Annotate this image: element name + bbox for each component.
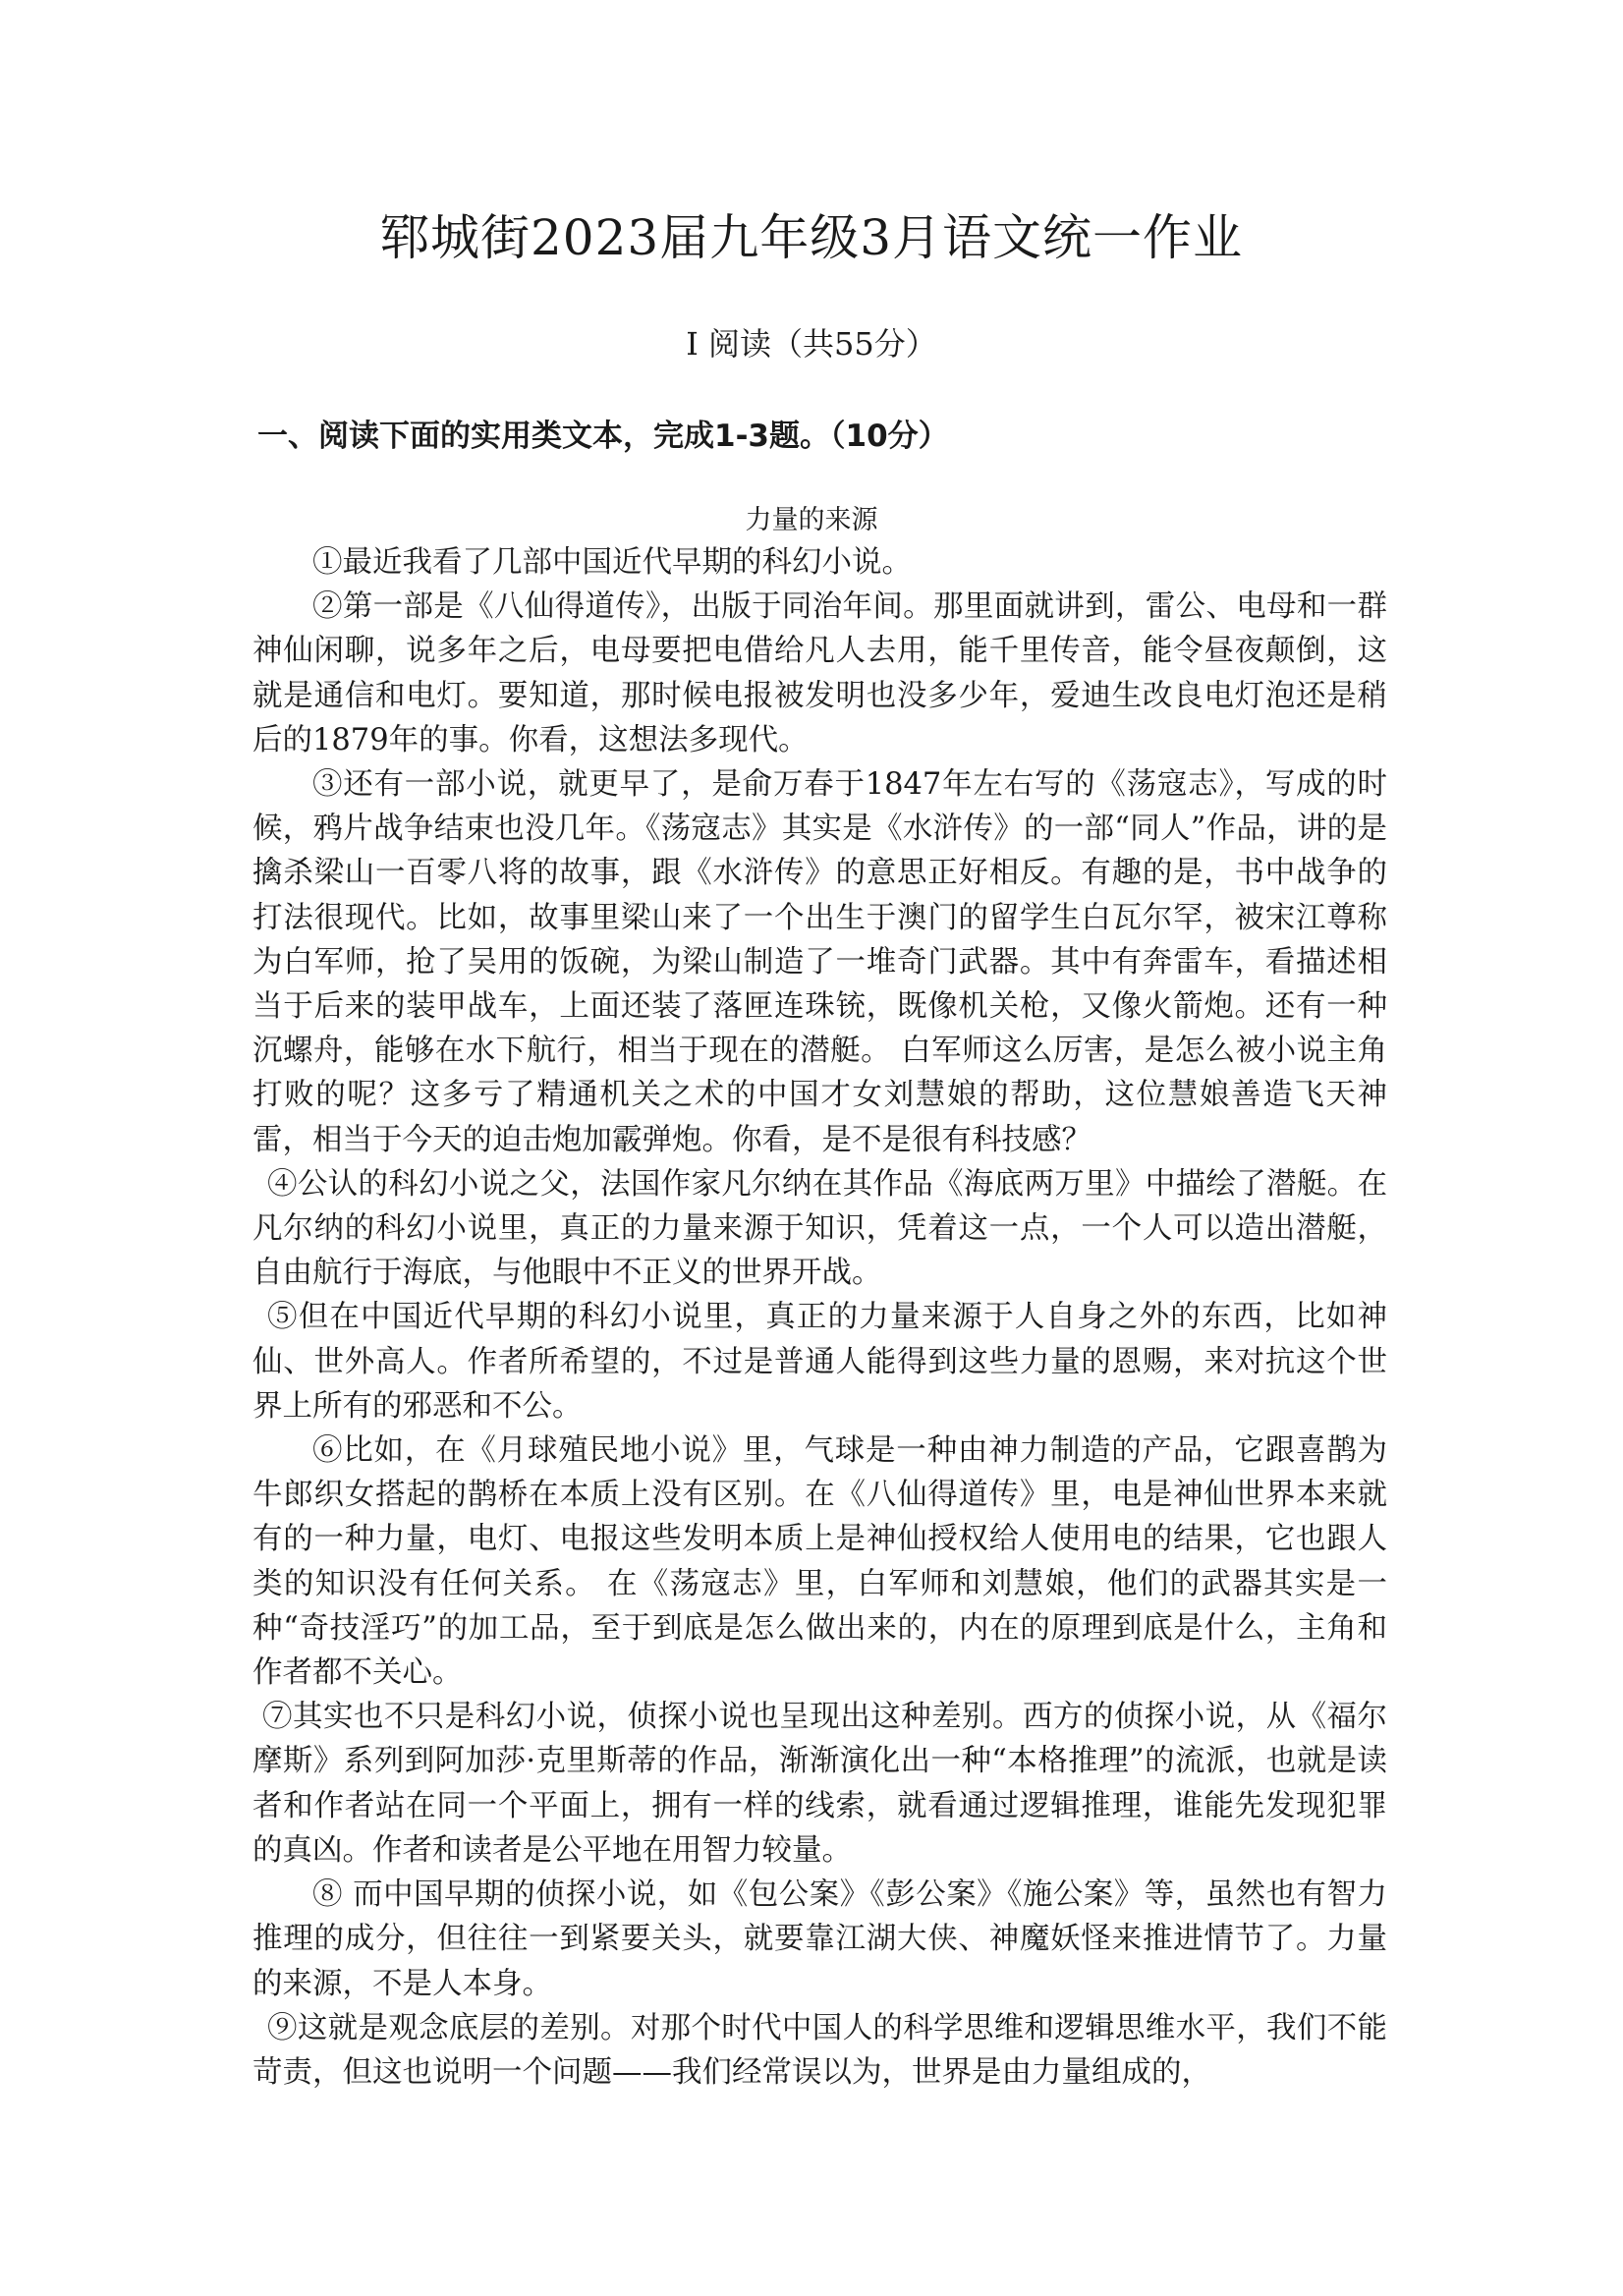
question-heading: 一、阅读下面的实用类文本，完成1-3题。（10分） (257, 419, 949, 454)
paragraph-4: ④公认的科幻小说之父，法国作家凡尔纳在其作品《海底两万里》中描绘了潜艇。在凡尔纳的科幻小说里，真正的力量来源于知识，凭着这一点，一个人可以造出潜艇，自由航行于海底，与他眼中不正义的世界开战。 (252, 1166, 1387, 1291)
exam-title: 郓城街2023届九年级3月语文统一作业 (379, 209, 1244, 266)
paragraph-3: ③还有一部小说，就更早了，是俞万春于1847年左右写的《荡寇志》，写成的时候，鸦片战争结束也没几年。《荡寇志》其实是《水浒传》的一部“同人”作品，讲的是擒杀梁山一百零八将的故事，跟《水浒传》的意思正好相反。有趣的是，书中战争的打法很现代。比如，故事里梁山来了一个出生于澳门的留学生白瓦尔罕，被宋江尊称为白军师，抢了吴用的饭碗，为梁山制造了一堆奇门武器。其中有奔雷车，看描述相当于后来的装甲战车，上面还装了落匣连珠铳，既像机关枪，又像火箭炮。还有一种沉螺舟，能够在水下航行，相当于现在的潜艇。 白军师这么厉害，是怎么被小说主角打败的呢？这多亏了精通机关之术的中国才女刘慧娘的帮助，这位慧娘善造飞天神雷，相当于今天的迫击炮加霰弹炮。你看，是不是很有科技感？ (252, 767, 1387, 1157)
paragraph-2: ②第一部是《八仙得道传》，出版于同治年间。那里面就讲到，雷公、电母和一群神仙闲聊，说多年之后，电母要把电借给凡人去用，能千里传音，能令昼夜颠倒，这就是通信和电灯。要知道，那时候电报被发明也没多少年，爱迪生改良电灯泡还是稍后的1879年的事。你看，这想法多现代。 (252, 589, 1387, 757)
article-title: 力量的来源 (745, 505, 878, 535)
section-heading: Ⅰ 阅读（共55分） (686, 325, 937, 363)
paragraph-5: ⑤但在中国近代早期的科幻小说里，真正的力量来源于人自身之外的东西，比如神仙、世外高人。作者所希望的，不过是普通人能得到这些力量的恩赐，来对抗这个世界上所有的邪恶和不公。 (252, 1300, 1387, 1424)
paragraph-9: ⑨这就是观念底层的差别。对那个时代中国人的科学思维和逻辑思维水平，我们不能苛责，但这也说明一个问题——我们经常误以为，世界是由力量组成的， (252, 2010, 1387, 2090)
paragraph-8: ⑧ 而中国早期的侦探小说，如《包公案》《彭公案》《施公案》等，虽然也有智力推理的成分，但往往一到紧要关头，就要靠江湖大侠、神魔妖怪来推进情节了。力量的来源，不是人本身。 (252, 1877, 1387, 2001)
paragraph-7: ⑦其实也不只是科幻小说，侦探小说也呈现出这种差别。西方的侦探小说，从《福尔摩斯》系列到阿加莎·克里斯蒂的作品，渐渐演化出一种“本格推理”的流派，也就是读者和作者站在同一个平面上，拥有一样的线索，就看通过逻辑推理，谁能先发现犯罪的真凶。作者和读者是公平地在用智力较量。 (252, 1700, 1387, 1868)
paragraph-6: ⑥比如，在《月球殖民地小说》里，气球是一种由神力制造的产品，它跟喜鹊为牛郎织女搭起的鹊桥在本质上没有区别。在《八仙得道传》里，电是神仙世界本来就有的一种力量，电灯、电报这些发明本质上是神仙授权给人使用电的结果，它也跟人类的知识没有任何关系。 在《荡寇志》里，白军师和刘慧娘，他们的武器其实是一种“奇技淫巧”的加工品，至于到底是怎么做出来的，内在的原理到底是什么，主角和作者都不关心。 (252, 1433, 1387, 1691)
article-body (252, 540, 1387, 2095)
paragraph-1: ①最近我看了几部中国近代早期的科幻小说。 (312, 545, 912, 580)
